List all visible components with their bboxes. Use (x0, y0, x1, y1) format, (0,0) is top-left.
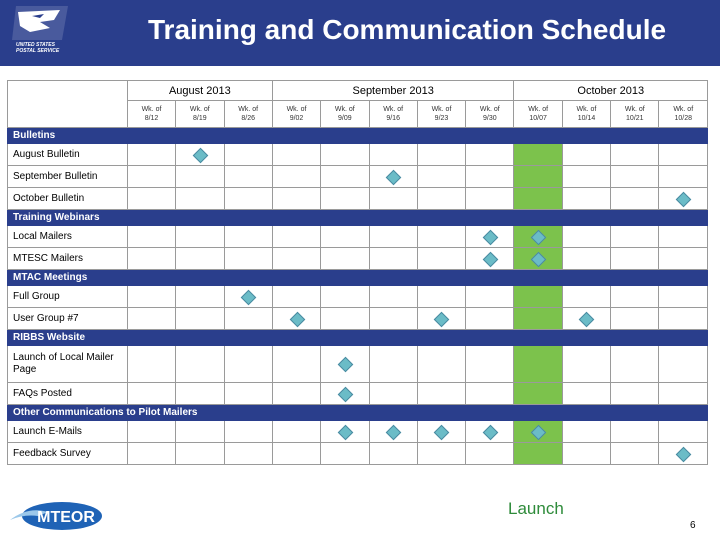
schedule-cell (417, 308, 465, 330)
diamond-icon (579, 311, 595, 327)
schedule-cell (369, 188, 417, 210)
diamond-icon (434, 424, 450, 440)
launch-week-cell (514, 383, 562, 405)
week-label: Wk. of 9/02 (286, 106, 307, 122)
week-header (611, 101, 659, 128)
schedule-cell (466, 144, 514, 166)
diamond-icon (338, 357, 354, 373)
launch-week-cell (514, 248, 562, 270)
schedule-cell (659, 421, 708, 443)
week-label: Wk. of 8/26 (238, 106, 259, 122)
table-corner (8, 81, 128, 128)
schedule-cell (224, 421, 272, 443)
table-row (8, 166, 708, 188)
task-label: Full Group (8, 286, 128, 308)
schedule-cell (659, 166, 708, 188)
schedule-cell (562, 286, 610, 308)
section-title: MTAC Meetings (8, 270, 708, 286)
task-label: September Bulletin (8, 166, 128, 188)
schedule-cell (659, 383, 708, 405)
schedule-cell (224, 383, 272, 405)
schedule-cell (417, 248, 465, 270)
schedule-cell (321, 226, 369, 248)
schedule-cell (611, 346, 659, 383)
schedule-cell (224, 286, 272, 308)
week-label: Wk. of 10/28 (673, 106, 694, 122)
schedule-cell (176, 308, 224, 330)
launch-week-cell (514, 188, 562, 210)
week-header (176, 101, 224, 128)
week-header (127, 101, 175, 128)
schedule-cell (321, 188, 369, 210)
week-header (659, 101, 708, 128)
mteor-logo-text: MTEOR (37, 509, 95, 526)
diamond-icon (483, 251, 499, 267)
schedule-cell (369, 443, 417, 465)
schedule-cell (562, 421, 610, 443)
schedule-cell (272, 346, 320, 383)
schedule-cell (611, 383, 659, 405)
schedule-cell (562, 443, 610, 465)
diamond-icon (193, 147, 209, 163)
schedule-cell (321, 443, 369, 465)
schedule-cell (659, 346, 708, 383)
table-row (8, 286, 708, 308)
schedule-cell (127, 443, 175, 465)
diamond-icon (386, 424, 402, 440)
week-header (224, 101, 272, 128)
week-label: Wk. of 9/16 (383, 106, 404, 122)
schedule-cell (562, 166, 610, 188)
week-label: Wk. of 8/19 (189, 106, 210, 122)
task-label: Launch of Local Mailer Page (8, 346, 128, 383)
schedule-cell (321, 144, 369, 166)
header-bar (0, 0, 720, 66)
schedule-cell (224, 188, 272, 210)
schedule-cell (466, 421, 514, 443)
table-row (8, 346, 708, 383)
task-label: FAQs Posted (8, 383, 128, 405)
section-header-row (8, 330, 708, 346)
week-label: Wk. of 10/07 (528, 106, 549, 122)
diamond-icon (531, 424, 547, 440)
launch-week-cell (514, 421, 562, 443)
diamond-icon (531, 229, 547, 245)
schedule-cell (466, 383, 514, 405)
logo-line-1: UNITED STATES (16, 42, 55, 48)
launch-week-cell (514, 144, 562, 166)
schedule-cell (176, 346, 224, 383)
week-label: Wk. of 10/21 (624, 106, 645, 122)
schedule-cell (417, 383, 465, 405)
task-label: Launch E-Mails (8, 421, 128, 443)
section-title: RIBBS Website (8, 330, 708, 346)
schedule-cell (611, 226, 659, 248)
week-label: Wk. of 8/12 (141, 106, 162, 122)
month-header: September 2013 (272, 81, 514, 101)
schedule-cell (562, 248, 610, 270)
week-header (321, 101, 369, 128)
launch-week-cell (514, 166, 562, 188)
schedule-cell (176, 248, 224, 270)
schedule-cell (466, 443, 514, 465)
schedule-cell (127, 248, 175, 270)
task-label: October Bulletin (8, 188, 128, 210)
schedule-cell (611, 286, 659, 308)
diamond-icon (483, 229, 499, 245)
schedule-cell (127, 346, 175, 383)
schedule-cell (369, 346, 417, 383)
diamond-icon (289, 311, 305, 327)
schedule-cell (659, 248, 708, 270)
schedule-cell (369, 226, 417, 248)
schedule-cell (466, 286, 514, 308)
schedule-cell (659, 226, 708, 248)
schedule-cell (224, 346, 272, 383)
schedule-cell (466, 166, 514, 188)
schedule-cell (272, 248, 320, 270)
section-header-row (8, 128, 708, 144)
schedule-cell (272, 308, 320, 330)
week-header (514, 101, 562, 128)
schedule-cell (224, 166, 272, 188)
diamond-icon (338, 424, 354, 440)
schedule-cell (562, 226, 610, 248)
schedule-cell (176, 286, 224, 308)
schedule-table (7, 80, 708, 465)
week-header (272, 101, 320, 128)
launch-week-cell (514, 443, 562, 465)
diamond-icon (434, 311, 450, 327)
launch-label: Launch (508, 499, 564, 518)
week-label: Wk. of 10/14 (576, 106, 597, 122)
schedule-cell (127, 421, 175, 443)
schedule-cell (417, 144, 465, 166)
schedule-cell (659, 144, 708, 166)
usps-logo-text (16, 42, 76, 54)
table-row (8, 308, 708, 330)
week-label: Wk. of 9/30 (479, 106, 500, 122)
schedule-cell (224, 226, 272, 248)
schedule-cell (176, 421, 224, 443)
section-header-row (8, 405, 708, 421)
schedule-cell (611, 166, 659, 188)
launch-week-cell (514, 226, 562, 248)
launch-week-cell (514, 286, 562, 308)
page-title: Training and Communication Schedule (148, 14, 667, 45)
schedule-cell (417, 166, 465, 188)
schedule-cell (562, 308, 610, 330)
table-row (8, 144, 708, 166)
schedule-cell (562, 346, 610, 383)
schedule-cell (176, 443, 224, 465)
schedule-cell (224, 248, 272, 270)
schedule-cell (321, 308, 369, 330)
schedule-cell (176, 144, 224, 166)
section-header-row (8, 270, 708, 286)
diamond-icon (531, 251, 547, 267)
section-header-row (8, 210, 708, 226)
section-title: Bulletins (8, 128, 708, 144)
schedule-cell (127, 188, 175, 210)
schedule-cell (562, 188, 610, 210)
month-header: August 2013 (127, 81, 272, 101)
schedule-cell (369, 286, 417, 308)
schedule-cell (466, 248, 514, 270)
schedule-cell (659, 443, 708, 465)
schedule-cell (611, 248, 659, 270)
week-header (417, 101, 465, 128)
schedule-cell (224, 443, 272, 465)
schedule-cell (417, 188, 465, 210)
schedule-cell (466, 308, 514, 330)
diamond-icon (676, 446, 692, 462)
table-row (8, 383, 708, 405)
task-label: User Group #7 (8, 308, 128, 330)
month-header-row (8, 81, 708, 101)
mteor-logo (8, 500, 104, 532)
schedule-cell (417, 286, 465, 308)
table-row (8, 248, 708, 270)
schedule-cell (466, 346, 514, 383)
schedule-cell (659, 308, 708, 330)
table-row (8, 421, 708, 443)
task-label: August Bulletin (8, 144, 128, 166)
month-header: October 2013 (514, 81, 708, 101)
schedule-cell (272, 188, 320, 210)
schedule-cell (321, 346, 369, 383)
schedule-cell (272, 166, 320, 188)
schedule-cell (176, 166, 224, 188)
schedule-cell (224, 144, 272, 166)
schedule-cell (369, 421, 417, 443)
diamond-icon (676, 191, 692, 207)
diamond-icon (483, 424, 499, 440)
schedule-cell (127, 144, 175, 166)
launch-week-cell (514, 346, 562, 383)
schedule-cell (562, 383, 610, 405)
schedule-cell (321, 383, 369, 405)
week-label: Wk. of 9/23 (431, 106, 452, 122)
schedule-cell (611, 188, 659, 210)
schedule-cell (321, 286, 369, 308)
schedule-cell (272, 226, 320, 248)
page-number: 6 (690, 520, 696, 531)
schedule-cell (176, 383, 224, 405)
schedule-cell (321, 421, 369, 443)
schedule-cell (127, 308, 175, 330)
schedule-cell (611, 308, 659, 330)
task-label: Local Mailers (8, 226, 128, 248)
task-label: Feedback Survey (8, 443, 128, 465)
week-header (369, 101, 417, 128)
schedule-cell (659, 188, 708, 210)
schedule-cell (466, 226, 514, 248)
diamond-icon (338, 386, 354, 402)
schedule-cell (272, 144, 320, 166)
schedule-cell (176, 226, 224, 248)
schedule-cell (272, 286, 320, 308)
section-title: Training Webinars (8, 210, 708, 226)
schedule-cell (417, 226, 465, 248)
task-label: MTESC Mailers (8, 248, 128, 270)
section-title: Other Communications to Pilot Mailers (8, 405, 708, 421)
schedule-cell (272, 383, 320, 405)
schedule-cell (611, 421, 659, 443)
schedule-cell (127, 286, 175, 308)
diamond-icon (386, 169, 402, 185)
week-header (562, 101, 610, 128)
schedule-cell (176, 188, 224, 210)
table-row (8, 443, 708, 465)
schedule-cell (321, 248, 369, 270)
schedule-cell (369, 383, 417, 405)
schedule-cell (127, 226, 175, 248)
schedule-cell (369, 308, 417, 330)
schedule-cell (562, 144, 610, 166)
schedule-cell (369, 144, 417, 166)
schedule-cell (272, 443, 320, 465)
schedule-cell (611, 443, 659, 465)
schedule-cell (417, 346, 465, 383)
schedule-cell (611, 144, 659, 166)
schedule-cell (417, 443, 465, 465)
schedule-cell (369, 248, 417, 270)
schedule-cell (127, 383, 175, 405)
diamond-icon (241, 289, 257, 305)
schedule-cell (417, 421, 465, 443)
table-row (8, 188, 708, 210)
week-label: Wk. of 9/09 (334, 106, 355, 122)
schedule-cell (659, 286, 708, 308)
schedule-cell (224, 308, 272, 330)
launch-week-cell (514, 308, 562, 330)
logo-line-2: POSTAL SERVICE (16, 48, 60, 54)
schedule-cell (369, 166, 417, 188)
schedule-cell (127, 166, 175, 188)
table-row (8, 226, 708, 248)
week-header (466, 101, 514, 128)
schedule-cell (272, 421, 320, 443)
schedule-cell (321, 166, 369, 188)
schedule-cell (466, 188, 514, 210)
